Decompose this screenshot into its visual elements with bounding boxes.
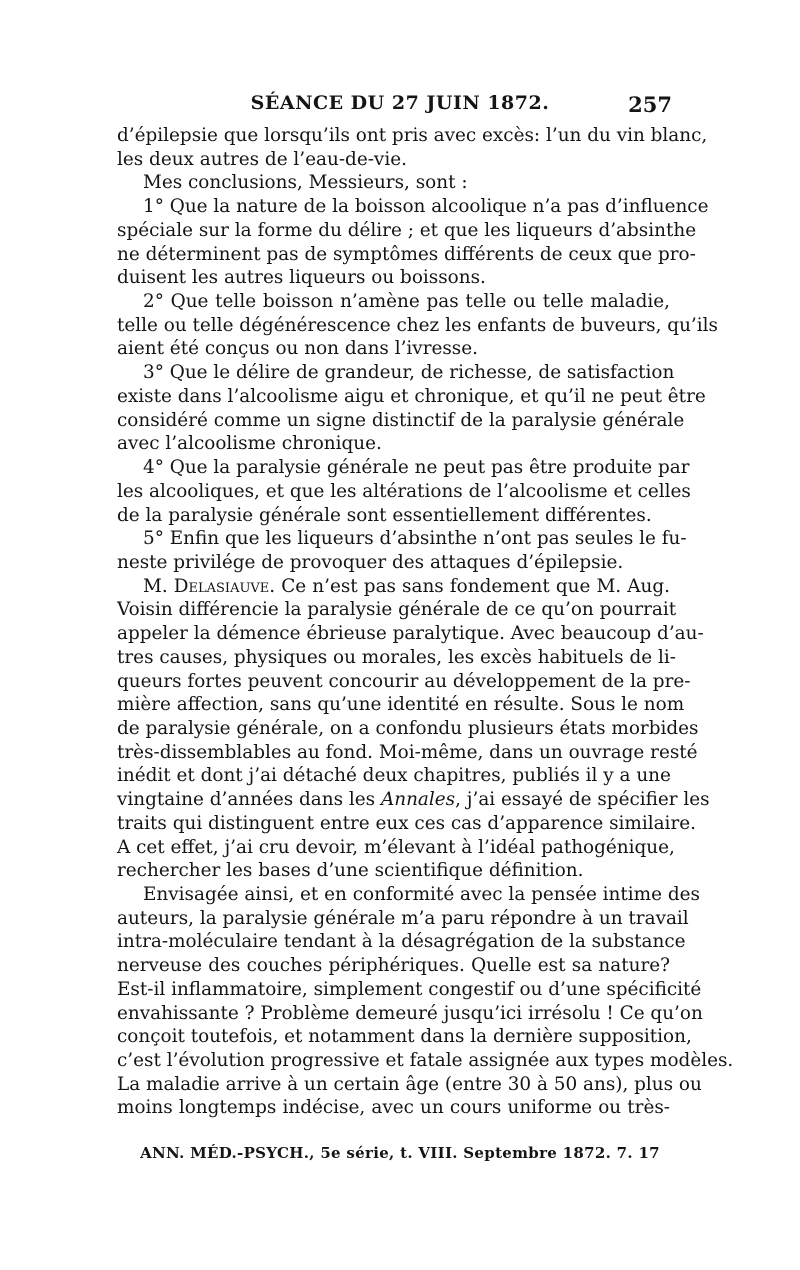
text-line: mière affection, sans qu’une identité en résulte. Sous le nom xyxy=(117,694,685,716)
text-line: Voisin différencie la paralysie générale de ce qu’on pourrait xyxy=(117,599,677,621)
text-line: telle ou telle dégénérescence chez les enfants de buveurs, qu’ils xyxy=(117,314,718,336)
text-line: 4° Que la paralysie générale ne peut pas être produite par xyxy=(143,457,690,479)
text-line: Est-il inflammatoire, simplement congestif ou d’une spécificité xyxy=(117,978,702,1000)
text-line: ne déterminent pas de symptômes différents de ceux que pro- xyxy=(117,243,696,265)
journal-title: Annales xyxy=(380,789,456,811)
text-line xyxy=(117,788,710,812)
text-line: c’est l’évolution progressive et fatale assignée aux types modèles. xyxy=(117,1050,734,1072)
text-line: les alcooliques, et que les altérations de l’alcoolisme et celles xyxy=(117,480,691,502)
text-line: neste privilége de provoquer des attaques d’épilepsie. xyxy=(117,551,624,573)
text-segment: , j’ai essayé de spécifier les xyxy=(455,789,710,811)
text-line: inédit et dont j’ai détaché deux chapitres, publiés il y a une xyxy=(117,765,671,787)
text-line: avec l’alcoolisme chronique. xyxy=(117,433,382,455)
text-line: duisent les autres liqueurs ou boissons. xyxy=(117,267,486,289)
text-line: existe dans l’alcoolisme aigu et chronique, et qu’il ne peut être xyxy=(117,385,706,407)
text-line: auteurs, la paralysie générale m’a paru répondre à un travail xyxy=(117,907,689,929)
text-line: d’épilepsie que lorsqu’ils ont pris avec excès: l’un du vin blanc, xyxy=(117,125,708,146)
text-line: appeler la démence ébrieuse paralytique. Avec beaucoup d’au- xyxy=(117,623,704,645)
text-line: nerveuse des couches périphériques. Quelle est sa nature? xyxy=(117,955,670,977)
text-line: La maladie arrive à un certain âge (entre 30 à 50 ans), plus ou xyxy=(117,1073,702,1095)
text-line: spéciale sur la forme du délire ; et que les liqueurs d’absinthe xyxy=(117,219,697,241)
text-line: très-dissemblables au fond. Moi-même, dans un ouvrage resté xyxy=(117,741,698,763)
text-line: A cet effet, j’ai cru devoir, m’élevant à l’idéal pathogénique, xyxy=(117,836,675,858)
text-line: 2° Que telle boisson n’amène pas telle ou telle maladie, xyxy=(143,291,670,313)
text-line: traits qui distinguent entre eux ces cas d’apparence similaire. xyxy=(117,812,696,834)
text-line: tres causes, physiques ou morales, les excès habituels de li- xyxy=(117,646,676,668)
text-line: Mes conclusions, Messieurs, sont : xyxy=(143,172,468,194)
signature-footer: ANN. MÉD.-PSYCH., 5e série, t. VIII. Septembre 1872. 7. 17 xyxy=(140,1144,660,1162)
text-line: de la paralysie générale sont essentiellement différentes. xyxy=(117,504,652,526)
page-header xyxy=(0,92,800,118)
text-line: considéré comme un signe distinctif de la paralysie générale xyxy=(117,409,685,431)
text-line: de paralysie générale, on a confondu plusieurs états morbides xyxy=(117,717,699,739)
text-line: queurs fortes peuvent concourir au développement de la pre- xyxy=(117,670,691,692)
text-segment: vingtaine d’années dans les xyxy=(117,789,381,811)
text-line: aient été conçus ou non dans l’ivresse. xyxy=(117,338,478,360)
speaker-text: Ce n’est pas sans fondement que M. Aug. xyxy=(275,575,670,597)
speaker-name: M. Delasiauve. xyxy=(143,575,276,597)
page-number: 257 xyxy=(628,92,672,117)
text-line: envahissante ? Problème demeuré jusqu’ici irrésolu ! Ce qu’on xyxy=(117,1002,703,1024)
body-text xyxy=(117,124,734,1120)
text-line: 1° Que la nature de la boisson alcoolique n’a pas d’influence xyxy=(143,196,709,218)
text-line: rechercher les bases d’une scientifique définition. xyxy=(117,860,584,882)
text-line: Envisagée ainsi, et en conformité avec la pensée intime des xyxy=(143,884,700,905)
text-line: moins longtemps indécise, avec un cours uniforme ou très- xyxy=(117,1097,670,1119)
text-line: intra-moléculaire tendant à la désagrégation de la substance xyxy=(117,931,686,953)
text-line: les deux autres de l’eau-de-vie. xyxy=(117,148,407,170)
text-line: 5° Enfin que les liqueurs d’absinthe n’ont pas seules le fu- xyxy=(143,528,687,550)
running-title: SÉANCE DU 27 JUIN 1872. xyxy=(250,92,550,114)
text-line xyxy=(117,575,670,599)
text-line: 3° Que le délire de grandeur, de richesse, de satisfaction xyxy=(143,362,675,384)
text-line: conçoit toutefois, et notamment dans la dernière supposition, xyxy=(117,1026,692,1048)
